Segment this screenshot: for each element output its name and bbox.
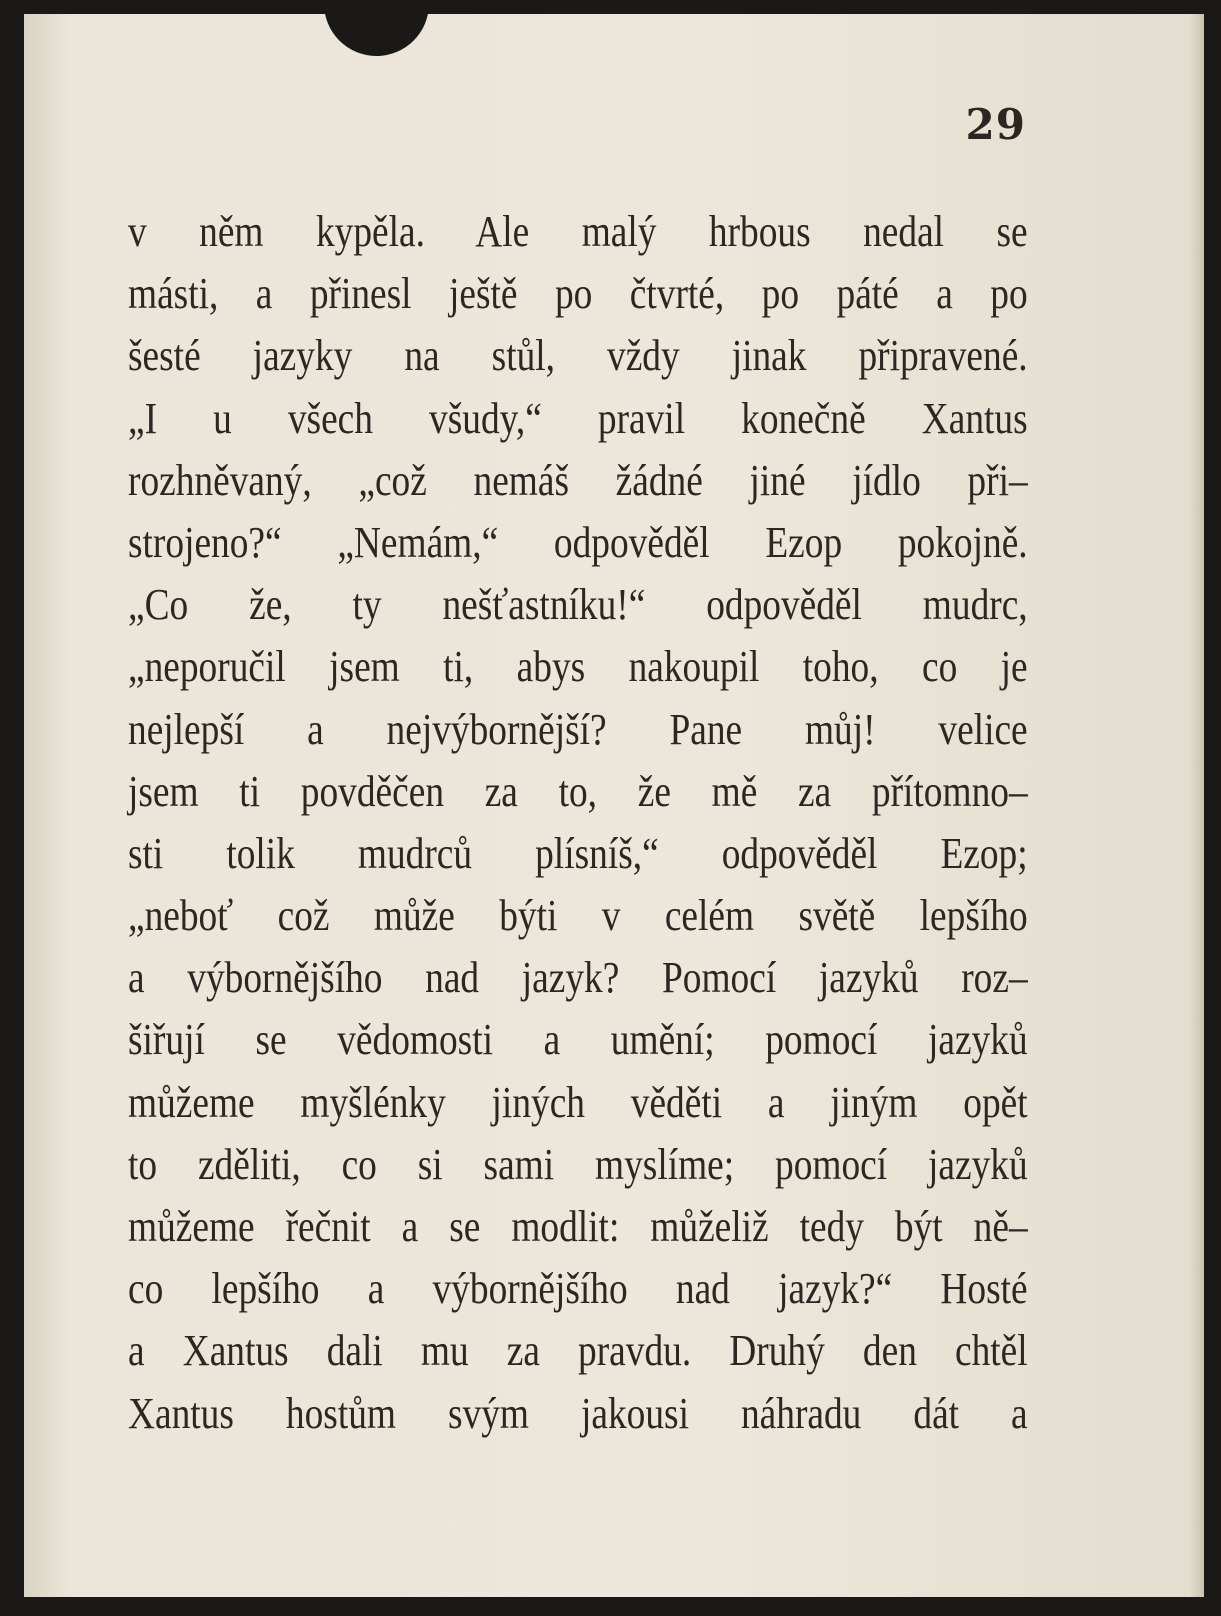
text-line: šesté jazyky na stůl, vždy jinak připravené. [128,330,1028,381]
text-line: „neporučil jsem ti, abys nakoupil toho, co je [128,641,1028,692]
body-text [128,200,1028,1444]
text-line: „Co že, ty nešťastníku!“ odpověděl mudrc, [128,579,1028,630]
text-line: Xantus hostům svým jakousi náhradu dát a [128,1387,1028,1438]
book-page [24,14,1204,1597]
text-line: v něm kypěla. Ale malý hrbous nedal se [128,206,1028,256]
text-line: másti, a přinesl ještě po čtvrté, po páté a po [128,268,1028,319]
binding-notch [324,14,429,56]
text-line: jsem ti povděčen za to, že mě za přítomno– [128,765,1028,816]
text-line: „I u všech všudy,“ pravil konečně Xantus [128,392,1028,443]
text-line: rozhněvaný, „což nemáš žádné jiné jídlo při– [128,454,1028,505]
text-line: „neboť což může býti v celém světě lepšího [128,890,1028,941]
text-line: můžeme myšlénky jiných věděti a jiným opět [128,1076,1028,1127]
text-line: to zděliti, co si sami myslíme; pomocí jazyků [128,1138,1028,1189]
text-line: sti tolik mudrců plísníš,“ odpověděl Ezop; [128,827,1028,878]
text-line: a výbornějšího nad jazyk? Pomocí jazyků roz– [128,952,1028,1003]
text-line: strojeno?“ „Nemám,“ odpověděl Ezop pokojně. [128,516,1028,567]
page-edge-shadow [1188,14,1204,1597]
text-line: nejlepší a nejvýbornější? Pane můj! velice [128,703,1028,754]
text-line: a Xantus dali mu za pravdu. Druhý den chtěl [128,1325,1028,1376]
page-number: 29 [965,100,1026,149]
text-line: můžeme řečnit a se modlit: můželiž tedy být ně– [128,1201,1028,1251]
text-line: co lepšího a výbornějšího nad jazyk?“ Hosté [128,1263,1028,1314]
text-line: šiřují se vědomosti a umění; pomocí jazyků [128,1014,1028,1065]
